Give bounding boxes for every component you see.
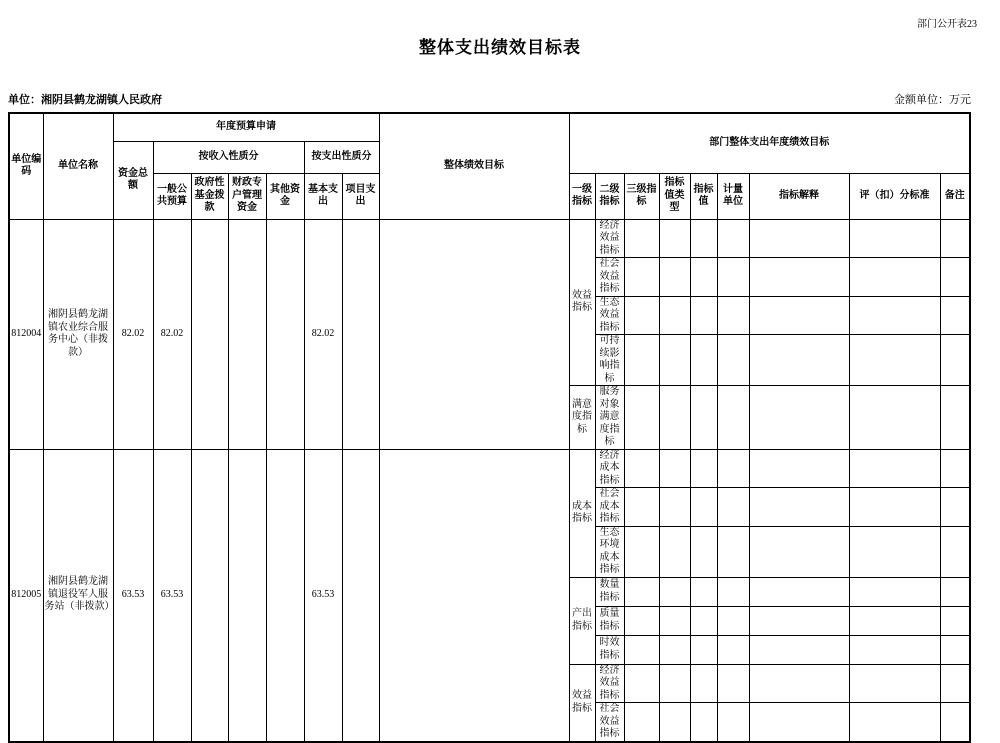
level3-cell — [624, 577, 659, 606]
unit-name-cell: 湘阴县鹤龙湖镇退役军人服务站（非拨款） — [43, 449, 113, 742]
remarks-cell — [940, 703, 970, 742]
unit-label: 单位：湘阴县鹤龙湖镇人民政府 — [8, 94, 162, 106]
header-scoring: 评（扣）分标准 — [849, 173, 940, 219]
header-explanation: 指标解释 — [749, 173, 849, 219]
header-other-funds: 其他资金 — [266, 173, 304, 219]
value-cell — [690, 488, 717, 527]
unit-of-measure-cell — [717, 296, 749, 335]
unit-of-measure-cell — [717, 258, 749, 297]
level2-cell: 数量指标 — [595, 577, 624, 606]
header-by-income: 按收入性质分 — [153, 141, 304, 173]
scoring-cell — [849, 386, 940, 450]
value-cell — [690, 296, 717, 335]
header-project-expenditure: 项目支出 — [342, 173, 379, 219]
level2-cell: 生态效益指标 — [595, 296, 624, 335]
scoring-cell — [849, 606, 940, 635]
scoring-cell — [849, 258, 940, 297]
explanation-cell — [749, 488, 849, 527]
level2-cell: 社会效益指标 — [595, 703, 624, 742]
header-general-public-budget: 一般公共预算 — [153, 173, 191, 219]
level3-cell — [624, 526, 659, 577]
explanation-cell — [749, 449, 849, 488]
unit-of-measure-cell — [717, 606, 749, 635]
remarks-cell — [940, 606, 970, 635]
scoring-cell — [849, 296, 940, 335]
value-cell — [690, 449, 717, 488]
explanation-cell — [749, 703, 849, 742]
explanation-cell — [749, 219, 849, 258]
scoring-cell — [849, 703, 940, 742]
explanation-cell — [749, 296, 849, 335]
remarks-cell — [940, 335, 970, 386]
header-annual-budget: 年度预算申请 — [113, 113, 379, 141]
value-cell — [690, 219, 717, 258]
header-fiscal-account: 财政专户管理资金 — [228, 173, 266, 219]
header-row-1 — [9, 113, 970, 141]
value-type-cell — [659, 488, 690, 527]
remarks-cell — [940, 449, 970, 488]
unit-of-measure-cell — [717, 449, 749, 488]
value-type-cell — [659, 606, 690, 635]
explanation-cell — [749, 335, 849, 386]
remarks-cell — [940, 577, 970, 606]
performance-table — [8, 112, 971, 743]
level2-cell: 可持续影响指标 — [595, 335, 624, 386]
scoring-cell — [849, 219, 940, 258]
header-level3: 三级指标 — [624, 173, 659, 219]
unit-code-cell: 812004 — [9, 219, 43, 449]
value-type-cell — [659, 526, 690, 577]
header-unit-name: 单位名称 — [43, 113, 113, 219]
scoring-cell — [849, 635, 940, 664]
value-cell — [690, 703, 717, 742]
level1-cell: 成本指标 — [569, 449, 595, 577]
value-type-cell — [659, 335, 690, 386]
header-unit-code: 单位编码 — [9, 113, 43, 219]
level3-cell — [624, 335, 659, 386]
value-type-cell — [659, 577, 690, 606]
table-row — [9, 449, 970, 488]
remarks-cell — [940, 664, 970, 703]
project-expenditure-cell — [342, 219, 379, 449]
unit-of-measure-cell — [717, 335, 749, 386]
general-public-budget-cell: 63.53 — [153, 449, 191, 742]
unit-of-measure-cell — [717, 635, 749, 664]
gov-fund-cell — [191, 219, 228, 449]
doc-ref: 部门公开表23 — [917, 19, 977, 30]
unit-of-measure-cell — [717, 664, 749, 703]
value-type-cell — [659, 449, 690, 488]
header-total-funds: 资金总额 — [113, 141, 153, 219]
value-type-cell — [659, 664, 690, 703]
remarks-cell — [940, 526, 970, 577]
fiscal-account-cell — [228, 449, 266, 742]
level3-cell — [624, 219, 659, 258]
value-cell — [690, 577, 717, 606]
value-cell — [690, 635, 717, 664]
header-gov-fund: 政府性基金拨款 — [191, 173, 228, 219]
level3-cell — [624, 386, 659, 450]
header-value: 指标值 — [690, 173, 717, 219]
total-funds-cell: 63.53 — [113, 449, 153, 742]
header-value-type: 指标值类型 — [659, 173, 690, 219]
project-expenditure-cell — [342, 449, 379, 742]
total-funds-cell: 82.02 — [113, 219, 153, 449]
unit-of-measure-cell — [717, 488, 749, 527]
explanation-cell — [749, 635, 849, 664]
value-cell — [690, 606, 717, 635]
page-title: 整体支出绩效目标表 — [419, 38, 581, 57]
scoring-cell — [849, 577, 940, 606]
general-public-budget-cell: 82.02 — [153, 219, 191, 449]
scoring-cell — [849, 449, 940, 488]
remarks-cell — [940, 635, 970, 664]
level2-cell: 经济效益指标 — [595, 664, 624, 703]
level1-cell: 效益指标 — [569, 664, 595, 742]
level3-cell — [624, 488, 659, 527]
unit-of-measure-cell — [717, 577, 749, 606]
remarks-cell — [940, 296, 970, 335]
level2-cell: 经济效益指标 — [595, 219, 624, 258]
level3-cell — [624, 635, 659, 664]
overall-target-cell — [379, 449, 569, 742]
value-type-cell — [659, 296, 690, 335]
remarks-cell — [940, 386, 970, 450]
level1-cell: 满意度指标 — [569, 386, 595, 450]
value-cell — [690, 258, 717, 297]
explanation-cell — [749, 258, 849, 297]
level2-cell: 时效指标 — [595, 635, 624, 664]
remarks-cell — [940, 219, 970, 258]
unit-of-measure-cell — [717, 703, 749, 742]
other-funds-cell — [266, 449, 304, 742]
level3-cell — [624, 606, 659, 635]
scoring-cell — [849, 664, 940, 703]
scoring-cell — [849, 335, 940, 386]
basic-expenditure-cell: 63.53 — [304, 449, 342, 742]
gov-fund-cell — [191, 449, 228, 742]
header-level2: 二级指标 — [595, 173, 624, 219]
level2-cell: 质量指标 — [595, 606, 624, 635]
value-type-cell — [659, 258, 690, 297]
fiscal-account-cell — [228, 219, 266, 449]
header-by-expenditure: 按支出性质分 — [304, 141, 379, 173]
value-type-cell — [659, 635, 690, 664]
unit-of-measure-cell — [717, 219, 749, 258]
value-cell — [690, 386, 717, 450]
explanation-cell — [749, 606, 849, 635]
header-overall-target: 整体绩效目标 — [379, 113, 569, 219]
unit-code-cell: 812005 — [9, 449, 43, 742]
amount-unit-label: 金额单位：万元 — [894, 94, 971, 106]
unit-name-cell: 湘阴县鹤龙湖镇农业综合服务中心（非拨款） — [43, 219, 113, 449]
explanation-cell — [749, 526, 849, 577]
explanation-cell — [749, 386, 849, 450]
scoring-cell — [849, 488, 940, 527]
level3-cell — [624, 664, 659, 703]
unit-of-measure-cell — [717, 526, 749, 577]
header-remarks: 备注 — [940, 173, 970, 219]
level3-cell — [624, 703, 659, 742]
value-type-cell — [659, 219, 690, 258]
header-level1: 一级指标 — [569, 173, 595, 219]
value-cell — [690, 526, 717, 577]
header-dept-annual-target: 部门整体支出年度绩效目标 — [569, 113, 970, 173]
remarks-cell — [940, 258, 970, 297]
level2-cell: 社会成本指标 — [595, 488, 624, 527]
level1-cell: 产出指标 — [569, 577, 595, 664]
level3-cell — [624, 296, 659, 335]
explanation-cell — [749, 664, 849, 703]
overall-target-cell — [379, 219, 569, 449]
header-basic-expenditure: 基本支出 — [304, 173, 342, 219]
header-unit-of-measure: 计量单位 — [717, 173, 749, 219]
basic-expenditure-cell: 82.02 — [304, 219, 342, 449]
level2-cell: 生态环境成本指标 — [595, 526, 624, 577]
scoring-cell — [849, 526, 940, 577]
level3-cell — [624, 258, 659, 297]
explanation-cell — [749, 577, 849, 606]
level3-cell — [624, 449, 659, 488]
value-cell — [690, 664, 717, 703]
value-type-cell — [659, 386, 690, 450]
level1-cell: 效益指标 — [569, 219, 595, 386]
level2-cell: 经济成本指标 — [595, 449, 624, 488]
level2-cell: 社会效益指标 — [595, 258, 624, 297]
value-type-cell — [659, 703, 690, 742]
table-row — [9, 219, 970, 258]
meta-row — [8, 91, 971, 107]
remarks-cell — [940, 488, 970, 527]
unit-of-measure-cell — [717, 386, 749, 450]
other-funds-cell — [266, 219, 304, 449]
value-cell — [690, 335, 717, 386]
level2-cell: 服务对象满意度指标 — [595, 386, 624, 450]
